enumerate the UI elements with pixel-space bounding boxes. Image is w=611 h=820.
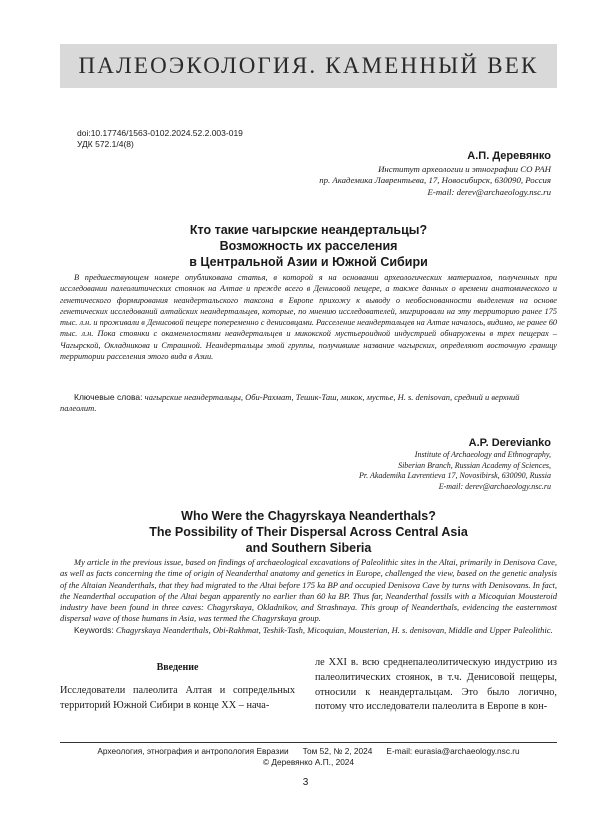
page-number: 3 <box>302 777 309 788</box>
affiliation-en-line: Siberian Branch, Russian Academy of Sciences, <box>398 460 551 470</box>
abstract-ru: В предшествующем номере опубликована статья, в которой я на основании археологических материалов, полученных при исследовании палеолитических стоянок на Алтае и прежде всего в Денисовой пещере, а также данных о времени анатомического и генетического формирования неандертальского таксона в Европе прихожу к выводу о необоснованности выделения на основе генетических исследований алтайских неандертальцев, которые, по мнению исследователей, мигрировали на эту территорию ранее 175 тыс. л.н. и проживали в Денисовой пещере попеременно с денисовцами. Расселение неандертальцев на Алтае началось, видимо, не ранее 60 тыс. л.н. Пока стоянки с окаменелостями неандертальцев и микокской мустьероидной индустрией обнаружены в трех пещерах – Чагырской, Окладникова и Страшной. Неандертальцы этой группы, получившие название чагырских, определяют восточную границу территории расселения этого вида в Азии. <box>60 273 557 362</box>
footer-volume: Том 52, № 2, 2024 <box>302 746 373 756</box>
affiliation-ru <box>319 164 551 198</box>
footer-divider <box>60 742 557 743</box>
keywords-ru-label: Ключевые слова: <box>74 392 143 402</box>
footer-email[interactable]: E-mail: eurasia@archaeology.nsc.ru <box>386 746 520 756</box>
article-title-ru <box>60 222 557 270</box>
title-ru-line: Возможность их расселения <box>219 239 398 253</box>
title-en-line: Who Were the Chagyrskaya Neanderthals? <box>181 509 436 523</box>
body-text-right-column: ле XXI в. всю среднепалеолитическую индустрию из палеолитических стоянок, в т.ч. Денисовой пещеры, относили к неандертальцам. Это было логично, потому что исследователи палеолита в Европе в кон- <box>315 657 557 713</box>
doi[interactable]: doi:10.17746/1563-0102.2024.52.2.003-019 <box>77 128 243 138</box>
footer <box>60 746 557 767</box>
title-ru-line: Кто такие чагырские неандертальцы? <box>189 223 428 237</box>
footer-copyright: © Деревянко А.П., 2024 <box>262 756 355 767</box>
title-en-line: The Possibility of Their Dispersal Across Central Asia <box>149 525 468 539</box>
title-ru-line: в Центральной Азии и Южной Сибири <box>189 255 428 269</box>
affiliation-en-email[interactable]: E-mail: derev@archaeology.nsc.ru <box>438 481 551 491</box>
article-title-en <box>60 508 557 556</box>
affiliation-en-line: Institute of Archaeology and Ethnography, <box>414 450 551 459</box>
affiliation-ru-line: Институт археологии и этнографии СО РАН <box>378 164 551 174</box>
affiliation-en <box>359 450 551 492</box>
keywords-ru <box>60 392 557 415</box>
affiliation-en-line: Pr. Akademika Lavrentieva 17, Novosibirsk, 630090, Russia <box>359 471 551 481</box>
title-en-line: and Southern Siberia <box>245 541 372 555</box>
body-text-left-column: Исследователи палеолита Алтая и сопредельных территорий Южной Сибири в конце ХХ – нача- <box>60 685 295 711</box>
affiliation-ru-email[interactable]: E-mail: derev@archaeology.nsc.ru <box>427 186 551 197</box>
keywords-en-label: Keywords: <box>74 625 114 635</box>
footer-journal: Археология, этнография и антропология Евразии <box>97 746 289 756</box>
section-title: ПАЛЕОЭКОЛОГИЯ. КАМЕННЫЙ ВЕК <box>78 53 539 78</box>
section-heading-introduction: Введение <box>156 662 199 673</box>
footer-journal-line <box>60 746 557 757</box>
author-name-ru: А.П. Деревянко <box>467 150 551 162</box>
affiliation-ru-line: пр. Академика Лаврентьева, 17, Новосибирск, 630090, Россия <box>319 175 551 186</box>
keywords-en <box>60 625 557 636</box>
keywords-en-value: Chagyrskaya Neanderthals, Obi-Rakhmat, Teshik-Tash, Micoquian, Mousterian, H. s. denisovan, Middle and Upper Paleolithic. <box>113 625 553 635</box>
abstract-en: My article in the previous issue, based on findings of archaeological excavations of Paleolithic sites in the Altai, primarily in Denisova Cave, as well as facts concerning the time of origin of Neanderthal anatomy and genetics in Europe, challenged the view, based on the genetic analysis of the Altaian Neanderthals, that they had migrated to the Altai before 175 ka BP and occupied Denisova Cave by turns with Denisovans. In fact, the Neanderthal occupation of the Altai began apparently no earlier than 60 ka BP. Thus far, Neanderthal fossils with a Micoquian Mousteroid industry have been found in three caves: Chagyrskaya, Okladnikov, and Strashnaya. This group of Neanderthals, evidencing the easternmost dispersal wave of those humans in Asia, was termed the Chagyrskaya group. <box>60 557 557 624</box>
keywords-ru-value: чагырские неандертальцы, Оби-Рахмат, Тешик-Таш, микок, мустье, H. s. denisovan, средний и верхний палеолит. <box>60 392 520 414</box>
section-banner <box>60 44 557 88</box>
udk: УДК 572.1/4(8) <box>77 139 134 149</box>
author-name-en: A.P. Derevianko <box>468 437 551 449</box>
